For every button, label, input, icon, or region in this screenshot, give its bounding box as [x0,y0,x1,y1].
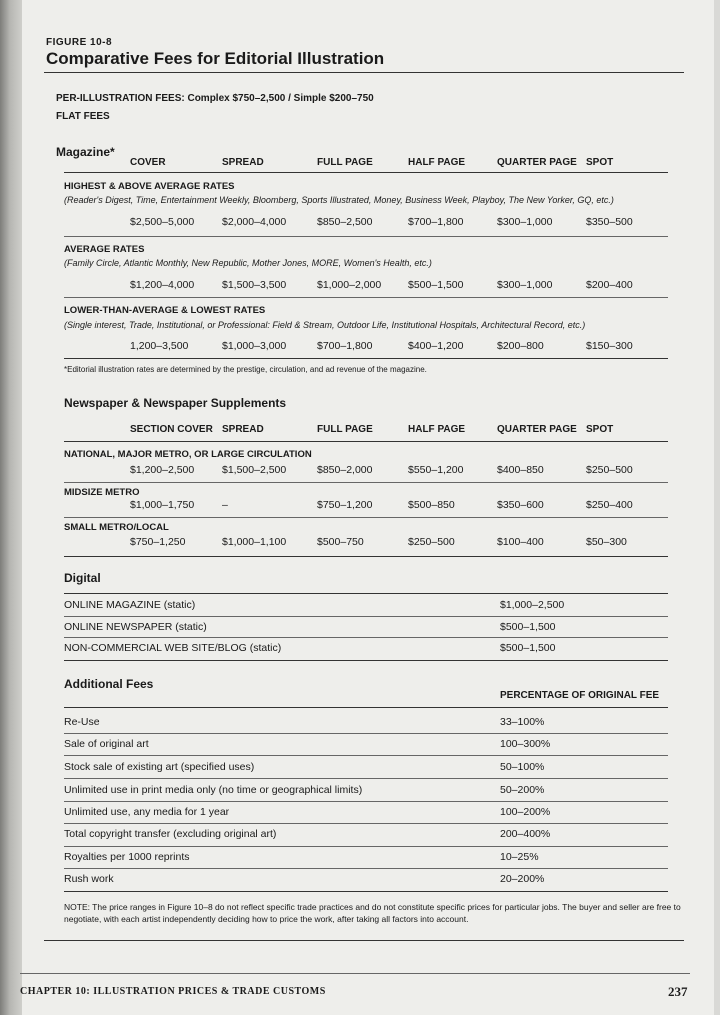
digital-header-rule [64,593,668,594]
fee-cell: $500–850 [408,499,455,511]
magazine-col-header: SPOT [586,157,614,168]
rate-group-description: (Family Circle, Atlantic Monthly, New Republic, Mother Jones, MORE, Women's Health, etc.) [64,258,432,268]
newspaper-end-rule [64,556,668,557]
additional-col-header: PERCENTAGE OF ORIGINAL FEE [500,690,660,701]
additional-row-value: 33–100% [500,716,545,728]
price-note: NOTE: The price ranges in Figure 10–8 do not reflect specific trade practices and do not constitute specific prices for particular jobs. The buyer and seller are free to negotiate, with each artist independently deciding how to price the work, after taking all factors into account. [64,902,681,924]
fee-cell: $550–1,200 [408,464,464,476]
additional-row-label: Royalties per 1000 reprints [64,851,190,863]
newspaper-col-header: QUARTER PAGE [497,424,577,435]
fee-cell: $1,500–2,500 [222,464,287,476]
fee-cell: $250–500 [408,536,455,548]
magazine-col-header: QUARTER PAGE [497,157,577,168]
newspaper-col-header: FULL PAGE [317,424,373,435]
row-divider [64,297,668,298]
row-divider [64,823,668,824]
row-divider [64,801,668,802]
newspaper-col-header: SPREAD [222,424,264,435]
page-title: Comparative Fees for Editorial Illustration [46,49,385,68]
fee-cell: $250–500 [586,464,633,476]
row-divider [64,868,668,869]
chapter-footer: CHAPTER 10: ILLUSTRATION PRICES & TRADE CUSTOMS [20,986,326,997]
magazine-header-rule [64,172,668,173]
newspaper-col-header: HALF PAGE [408,424,466,435]
rate-group-label: HIGHEST & ABOVE AVERAGE RATES [64,181,235,192]
fee-cell: $1,000–1,100 [222,536,287,548]
row-divider [64,236,668,237]
magazine-col-header: HALF PAGE [408,157,466,168]
flat-fees-heading: FLAT FEES [56,111,110,122]
additional-row-value: 10–25% [500,851,539,863]
rate-group-description: (Single interest, Trade, Institutional, or Professional: Field & Stream, Outdoor Life, Institutional Hospitals, Architectural Record, etc.) [64,320,586,330]
rate-group-label: AVERAGE RATES [64,244,145,255]
additional-row-value: 50–200% [500,784,545,796]
digital-row-label: ONLINE MAGAZINE (static) [64,599,196,611]
page-number: 237 [668,984,688,999]
rate-group-description: (Reader's Digest, Time, Entertainment Weekly, Bloomberg, Sports Illustrated, Money, Business Week, Playboy, The New Yorker, GQ, etc.) [64,195,614,205]
additional-row-value: 100–200% [500,806,551,818]
fee-cell: $200–800 [497,340,544,352]
magazine-footnote: *Editorial illustration rates are determined by the prestige, circulation, and ad revenue of the magazine. [64,365,427,374]
fee-cell: $1,200–4,000 [130,279,195,291]
rate-group-label: SMALL METRO/LOCAL [64,522,169,533]
fee-cell: $200–400 [586,279,633,291]
rate-group-label: NATIONAL, MAJOR METRO, OR LARGE CIRCULATION [64,449,312,460]
digital-row-label: NON-COMMERCIAL WEB SITE/BLOG (static) [64,642,282,654]
fee-cell: $350–600 [497,499,544,511]
per-illustration-fees: PER-ILLUSTRATION FEES: Complex $750–2,500 / Simple $200–750 [56,93,374,104]
newspaper-header-rule [64,441,668,442]
additional-row-value: 100–300% [500,738,551,750]
additional-row-label: Rush work [64,873,114,885]
digital-row-value: $1,000–2,500 [500,599,565,611]
newspaper-heading: Newspaper & Newspaper Supplements [64,396,287,410]
row-divider [64,517,668,518]
additional-row-value: 50–100% [500,761,545,773]
additional-row-label: Re-Use [64,716,100,728]
fee-cell: 1,200–3,500 [130,340,189,352]
fee-cell: $500–750 [317,536,364,548]
row-divider [64,637,668,638]
title-divider [44,72,684,73]
fee-cell: $750–1,250 [130,536,186,548]
fee-cell: $850–2,500 [317,216,373,228]
fee-cell: $700–1,800 [408,216,464,228]
fee-cell: $400–850 [497,464,544,476]
fee-cell: $350–500 [586,216,633,228]
magazine-col-header: SPREAD [222,157,264,168]
fee-cell: $1,500–3,500 [222,279,287,291]
digital-heading: Digital [64,571,101,585]
fee-cell: $100–400 [497,536,544,548]
magazine-col-header: COVER [130,157,166,168]
fee-cell: $1,200–2,500 [130,464,195,476]
footer-rule [20,973,690,974]
digital-row-value: $500–1,500 [500,621,556,633]
fee-cell: $500–1,500 [408,279,464,291]
book-binding-edge [0,0,22,1015]
additional-row-label: Unlimited use in print media only (no time or geographical limits) [64,784,363,796]
magazine-heading: Magazine* [56,145,115,159]
fee-cell: $150–300 [586,340,633,352]
fee-cell: $300–1,000 [497,279,553,291]
additional-header-rule [64,707,668,708]
row-divider [64,755,668,756]
figure-label: FIGURE 10-8 [46,37,113,48]
fee-cell: $250–400 [586,499,633,511]
fee-cell: $850–2,000 [317,464,373,476]
fee-cell: $1,000–3,000 [222,340,287,352]
magazine-col-header: FULL PAGE [317,157,373,168]
fee-cell: $750–1,200 [317,499,373,511]
row-divider [64,482,668,483]
fee-cell: $50–300 [586,536,627,548]
additional-row-label: Sale of original art [64,738,149,750]
digital-end-rule [64,660,668,661]
additional-row-label: Stock sale of existing art (specified uses) [64,761,255,773]
magazine-end-rule [64,358,668,359]
digital-row-label: ONLINE NEWSPAPER (static) [64,621,207,633]
newspaper-col-header: SECTION COVER [130,424,213,435]
fee-cell: $1,000–2,000 [317,279,382,291]
additional-row-label: Total copyright transfer (excluding original art) [64,828,277,840]
rate-group-label: LOWER-THAN-AVERAGE & LOWEST RATES [64,305,266,316]
newspaper-col-header: SPOT [586,424,614,435]
row-divider [64,846,668,847]
row-divider [64,733,668,734]
fee-cell: $2,000–4,000 [222,216,287,228]
additional-row-value: 200–400% [500,828,551,840]
fee-cell: $400–1,200 [408,340,464,352]
figure-end-rule [44,940,684,941]
fee-cell: $700–1,800 [317,340,373,352]
additional-end-rule [64,891,668,892]
additional-fees-heading: Additional Fees [64,677,154,691]
row-divider [64,778,668,779]
additional-row-value: 20–200% [500,873,545,885]
fee-cell: $300–1,000 [497,216,553,228]
fee-cell: $2,500–5,000 [130,216,195,228]
fee-cell: – [222,499,228,511]
digital-row-value: $500–1,500 [500,642,556,654]
additional-row-label: Unlimited use, any media for 1 year [64,806,230,818]
fee-cell: $1,000–1,750 [130,499,195,511]
row-divider [64,616,668,617]
rate-group-label: MIDSIZE METRO [64,487,140,498]
